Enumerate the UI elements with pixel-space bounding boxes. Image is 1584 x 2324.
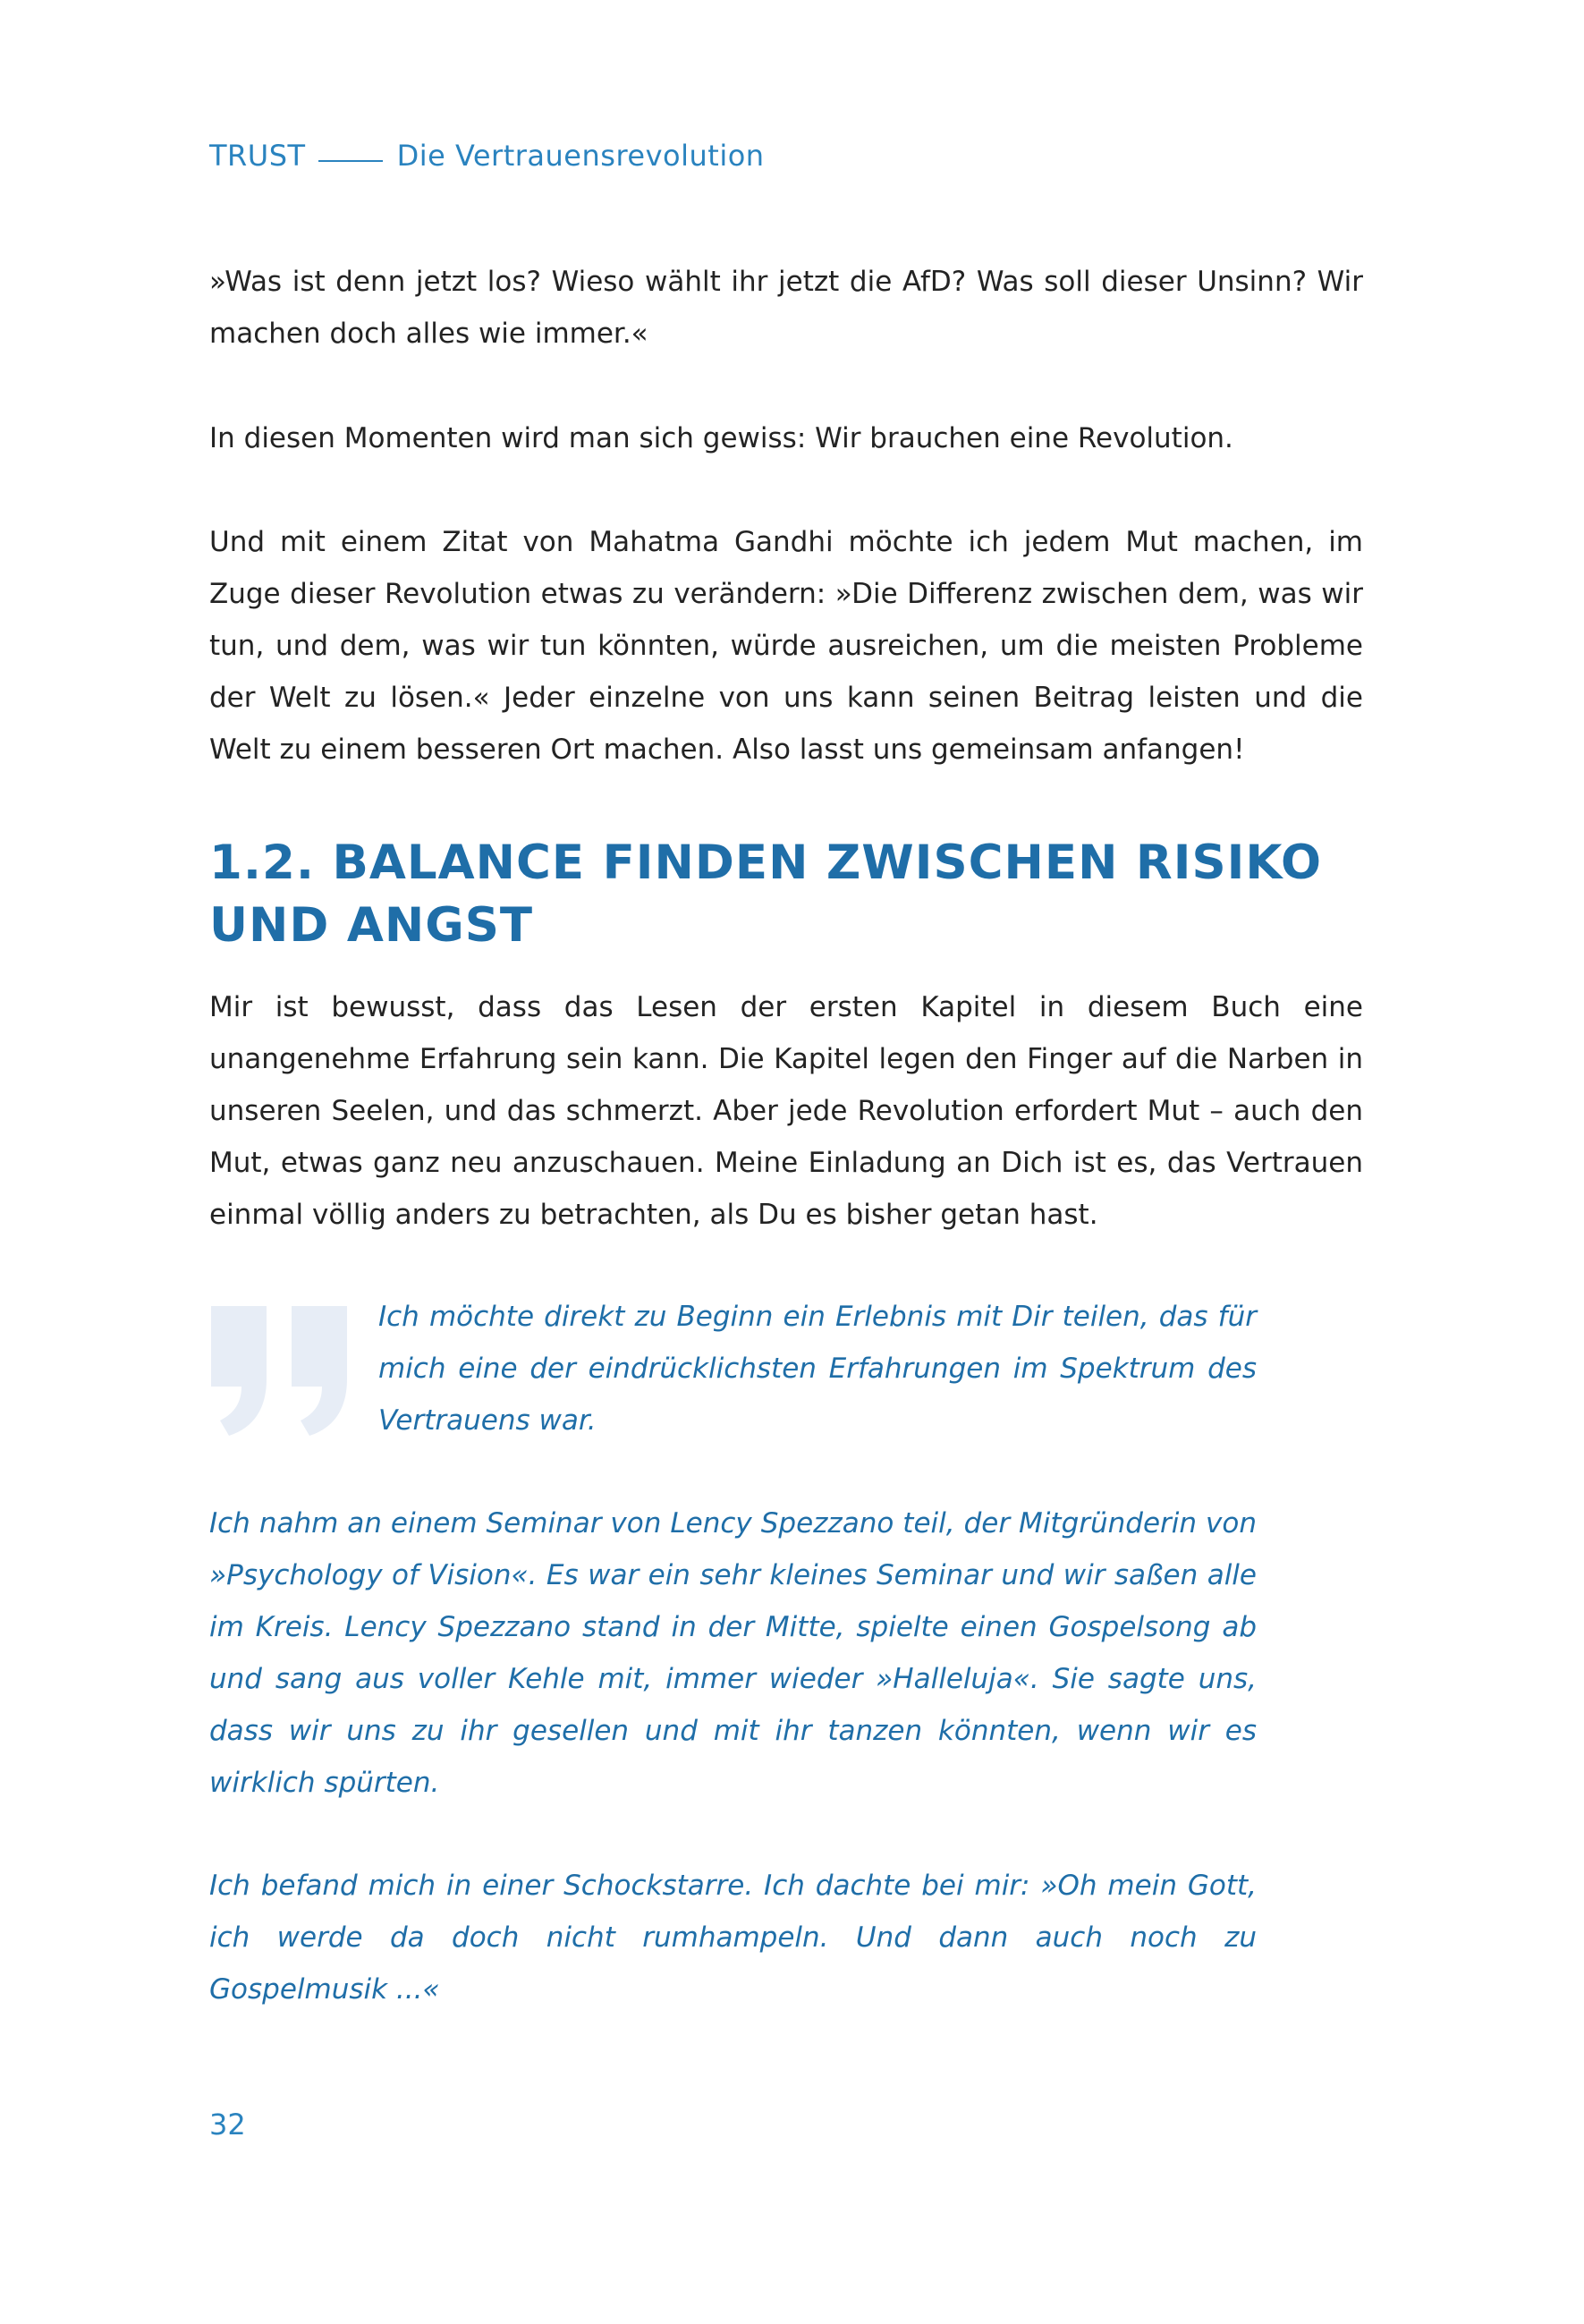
paragraph-gandhi-quote: Und mit einem Zitat von Mahatma Gandhi möchte ich jedem Mut machen, im Zuge dieser Revolution etwas zu verändern: »Die Differenz zwischen dem, was wir tun, und dem, was wir tun könnten, würde ausreichen, um die meisten Probleme der Welt zu lösen.« Jeder einzelne von uns kann seinen Beitrag leisten und die Welt zu einem besseren Ort machen. Also lasst uns gemeinsam anfangen! [209, 526, 1363, 766]
paragraph-revolution-need: In diesen Momenten wird man sich gewiss: Wir brauchen eine Revolution. [209, 422, 1233, 454]
page-number: 32 [209, 2108, 246, 2142]
section-heading-line-1: 1.2. BALANCE FINDEN ZWISCHEN RISIKO [209, 835, 1323, 890]
section-heading [209, 832, 1372, 957]
paragraph-section-intro: Mir ist bewusst, dass das Lesen der ersten Kapitel in diesem Buch eine unangenehme Erfahrung sein kann. Die Kapitel legen den Finger auf die Narben in unseren Seelen, und das schmerzt. Aber jede Revolution erfordert Mut – auch den Mut, etwas ganz neu anzuschauen. Meine Einladung an Dich ist es, das Vertrauen einmal völlig anders zu betrachten, als Du es bisher getan hast. [209, 991, 1363, 1231]
quote-lead-paragraph: Ich möchte direkt zu Beginn ein Erlebnis mit Dir teilen, das für mich eine der eindrücklichsten Erfahrungen im Spektrum des Vertrauens war. [378, 1301, 1257, 1437]
quote-shock-paragraph: Ich befand mich in einer Schockstarre. Ich dachte bei mir: »Oh mein Gott, ich werde da doch nicht rumhampeln. Und dann auch noch zu Gospelmusik ...« [209, 1870, 1257, 2006]
running-head-chapter-title: Die Vertrauensrevolution [396, 139, 765, 173]
paragraph-afd-question: »Was ist denn jetzt los? Wieso wählt ihr jetzt die AfD? Was soll dieser Unsinn? Wir machen doch alles wie immer.« [209, 266, 1363, 350]
running-head-divider [318, 160, 383, 162]
quote-seminar-paragraph: Ich nahm an einem Seminar von Lency Spezzano teil, der Mitgründerin von »Psychology of Vision«. Es war ein sehr kleines Seminar und wir saßen alle im Kreis. Lency Spezzano stand in der Mitte, spielte einen Gospelsong ab und sang aus voller Kehle mit, immer wieder »Halleluja«. Sie sagte uns, dass wir uns zu ihr gesellen und mit ihr tanzen könnten, wenn wir es wirklich spürten. [209, 1507, 1257, 1799]
quotation-mark-icon [208, 1306, 351, 1436]
running-head [209, 139, 765, 173]
running-head-book-title: TRUST [209, 139, 306, 173]
section-heading-line-2: UND ANGST [209, 898, 534, 953]
